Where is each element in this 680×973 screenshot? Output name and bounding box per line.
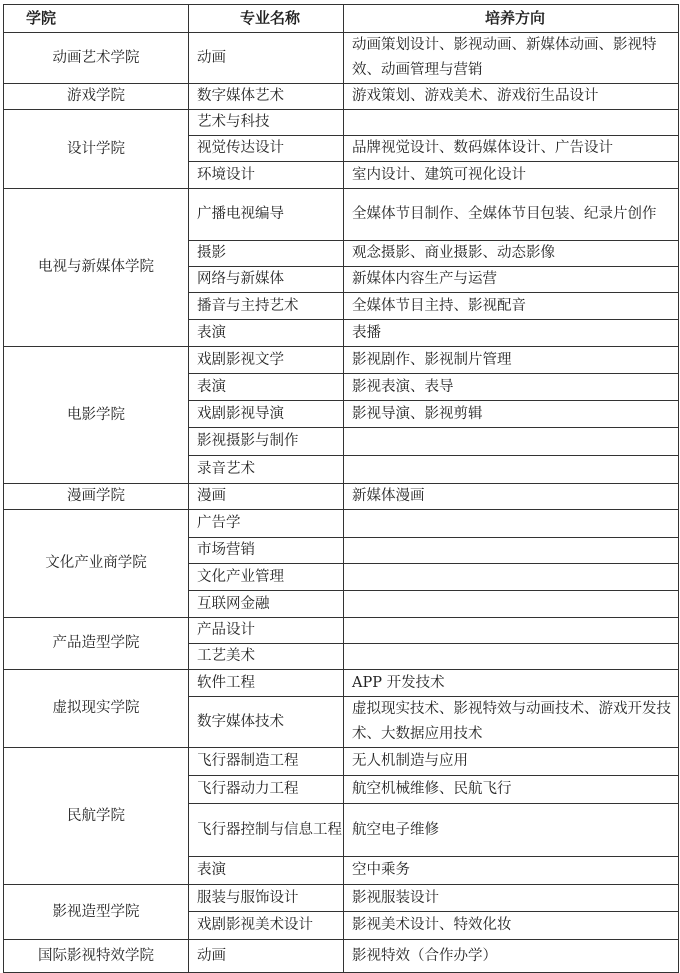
college-name: 产品造型学院 — [4, 618, 189, 670]
header-college: 学院 — [4, 5, 189, 33]
header-row — [4, 5, 679, 33]
college-name: 虚拟现实学院 — [4, 670, 189, 748]
major-name: 戏剧影视文学 — [189, 347, 344, 374]
training-direction: 影视服装设计 — [344, 885, 679, 912]
major-name: 视觉传达设计 — [189, 136, 344, 162]
college-majors-table — [3, 4, 679, 973]
training-direction: 空中乘务 — [344, 857, 679, 885]
major-name: 文化产业管理 — [189, 564, 344, 591]
training-direction: 新媒体漫画 — [344, 484, 679, 510]
training-direction: 全媒体节目制作、全媒体节目包装、纪录片创作 — [344, 189, 679, 241]
major-name: 服装与服饰设计 — [189, 885, 344, 912]
training-direction: 游戏策划、游戏美术、游戏衍生品设计 — [344, 84, 679, 110]
training-direction — [344, 591, 679, 618]
training-direction: 无人机制造与应用 — [344, 748, 679, 776]
major-name: 软件工程 — [189, 670, 344, 697]
major-name: 飞行器动力工程 — [189, 776, 344, 804]
college-name: 设计学院 — [4, 110, 189, 189]
table-row — [4, 885, 679, 912]
training-direction: 品牌视觉设计、数码媒体设计、广告设计 — [344, 136, 679, 162]
major-name: 数字媒体技术 — [189, 697, 344, 748]
training-direction — [344, 110, 679, 136]
major-name: 表演 — [189, 320, 344, 347]
major-name: 数字媒体艺术 — [189, 84, 344, 110]
major-name: 互联网金融 — [189, 591, 344, 618]
table-row — [4, 110, 679, 136]
table-row — [4, 748, 679, 776]
training-direction: 动画策划设计、影视动画、新媒体动画、影视特效、动画管理与营销 — [344, 33, 679, 84]
college-name: 文化产业商学院 — [4, 510, 189, 618]
training-direction: 航空机械维修、民航飞行 — [344, 776, 679, 804]
major-name: 表演 — [189, 857, 344, 885]
training-direction — [344, 538, 679, 564]
major-name: 戏剧影视导演 — [189, 401, 344, 428]
table-row — [4, 670, 679, 697]
table-body — [4, 33, 679, 973]
training-direction: APP 开发技术 — [344, 670, 679, 697]
major-name: 产品设计 — [189, 618, 344, 644]
table-row — [4, 33, 679, 84]
major-name: 市场营销 — [189, 538, 344, 564]
table-row — [4, 618, 679, 644]
training-direction: 航空电子维修 — [344, 804, 679, 857]
table-row — [4, 84, 679, 110]
training-direction: 影视表演、表导 — [344, 374, 679, 401]
major-name: 飞行器控制与信息工程 — [189, 804, 344, 857]
training-direction: 表播 — [344, 320, 679, 347]
training-direction: 影视剧作、影视制片管理 — [344, 347, 679, 374]
training-direction: 影视特效（合作办学） — [344, 940, 679, 973]
major-name: 艺术与科技 — [189, 110, 344, 136]
college-name: 国际影视特效学院 — [4, 940, 189, 973]
major-name: 环境设计 — [189, 162, 344, 189]
major-name: 广播电视编导 — [189, 189, 344, 241]
major-name: 飞行器制造工程 — [189, 748, 344, 776]
training-direction — [344, 456, 679, 484]
header-major: 专业名称 — [189, 5, 344, 33]
major-name: 表演 — [189, 374, 344, 401]
training-direction — [344, 618, 679, 644]
major-name: 影视摄影与制作 — [189, 428, 344, 456]
college-name: 漫画学院 — [4, 484, 189, 510]
college-name: 民航学院 — [4, 748, 189, 885]
major-name: 动画 — [189, 940, 344, 973]
college-name: 游戏学院 — [4, 84, 189, 110]
college-name: 电视与新媒体学院 — [4, 189, 189, 347]
major-name: 网络与新媒体 — [189, 267, 344, 293]
table-row — [4, 484, 679, 510]
major-name: 播音与主持艺术 — [189, 293, 344, 320]
major-name: 戏剧影视美术设计 — [189, 912, 344, 940]
major-name: 漫画 — [189, 484, 344, 510]
college-name: 电影学院 — [4, 347, 189, 484]
major-name: 动画 — [189, 33, 344, 84]
training-direction: 虚拟现实技术、影视特效与动画技术、游戏开发技术、大数据应用技术 — [344, 697, 679, 748]
header-direction: 培养方向 — [344, 5, 679, 33]
training-direction: 影视美术设计、特效化妆 — [344, 912, 679, 940]
training-direction: 全媒体节目主持、影视配音 — [344, 293, 679, 320]
table-row — [4, 940, 679, 973]
major-name: 录音艺术 — [189, 456, 344, 484]
major-name: 广告学 — [189, 510, 344, 538]
training-direction — [344, 510, 679, 538]
training-direction — [344, 644, 679, 670]
training-direction — [344, 564, 679, 591]
training-direction: 观念摄影、商业摄影、动态影像 — [344, 241, 679, 267]
table-row — [4, 510, 679, 538]
table-row — [4, 347, 679, 374]
college-name: 动画艺术学院 — [4, 33, 189, 84]
college-name: 影视造型学院 — [4, 885, 189, 940]
training-direction: 室内设计、建筑可视化设计 — [344, 162, 679, 189]
training-direction: 新媒体内容生产与运营 — [344, 267, 679, 293]
table-row — [4, 189, 679, 241]
training-direction — [344, 428, 679, 456]
major-name: 摄影 — [189, 241, 344, 267]
training-direction: 影视导演、影视剪辑 — [344, 401, 679, 428]
major-name: 工艺美术 — [189, 644, 344, 670]
